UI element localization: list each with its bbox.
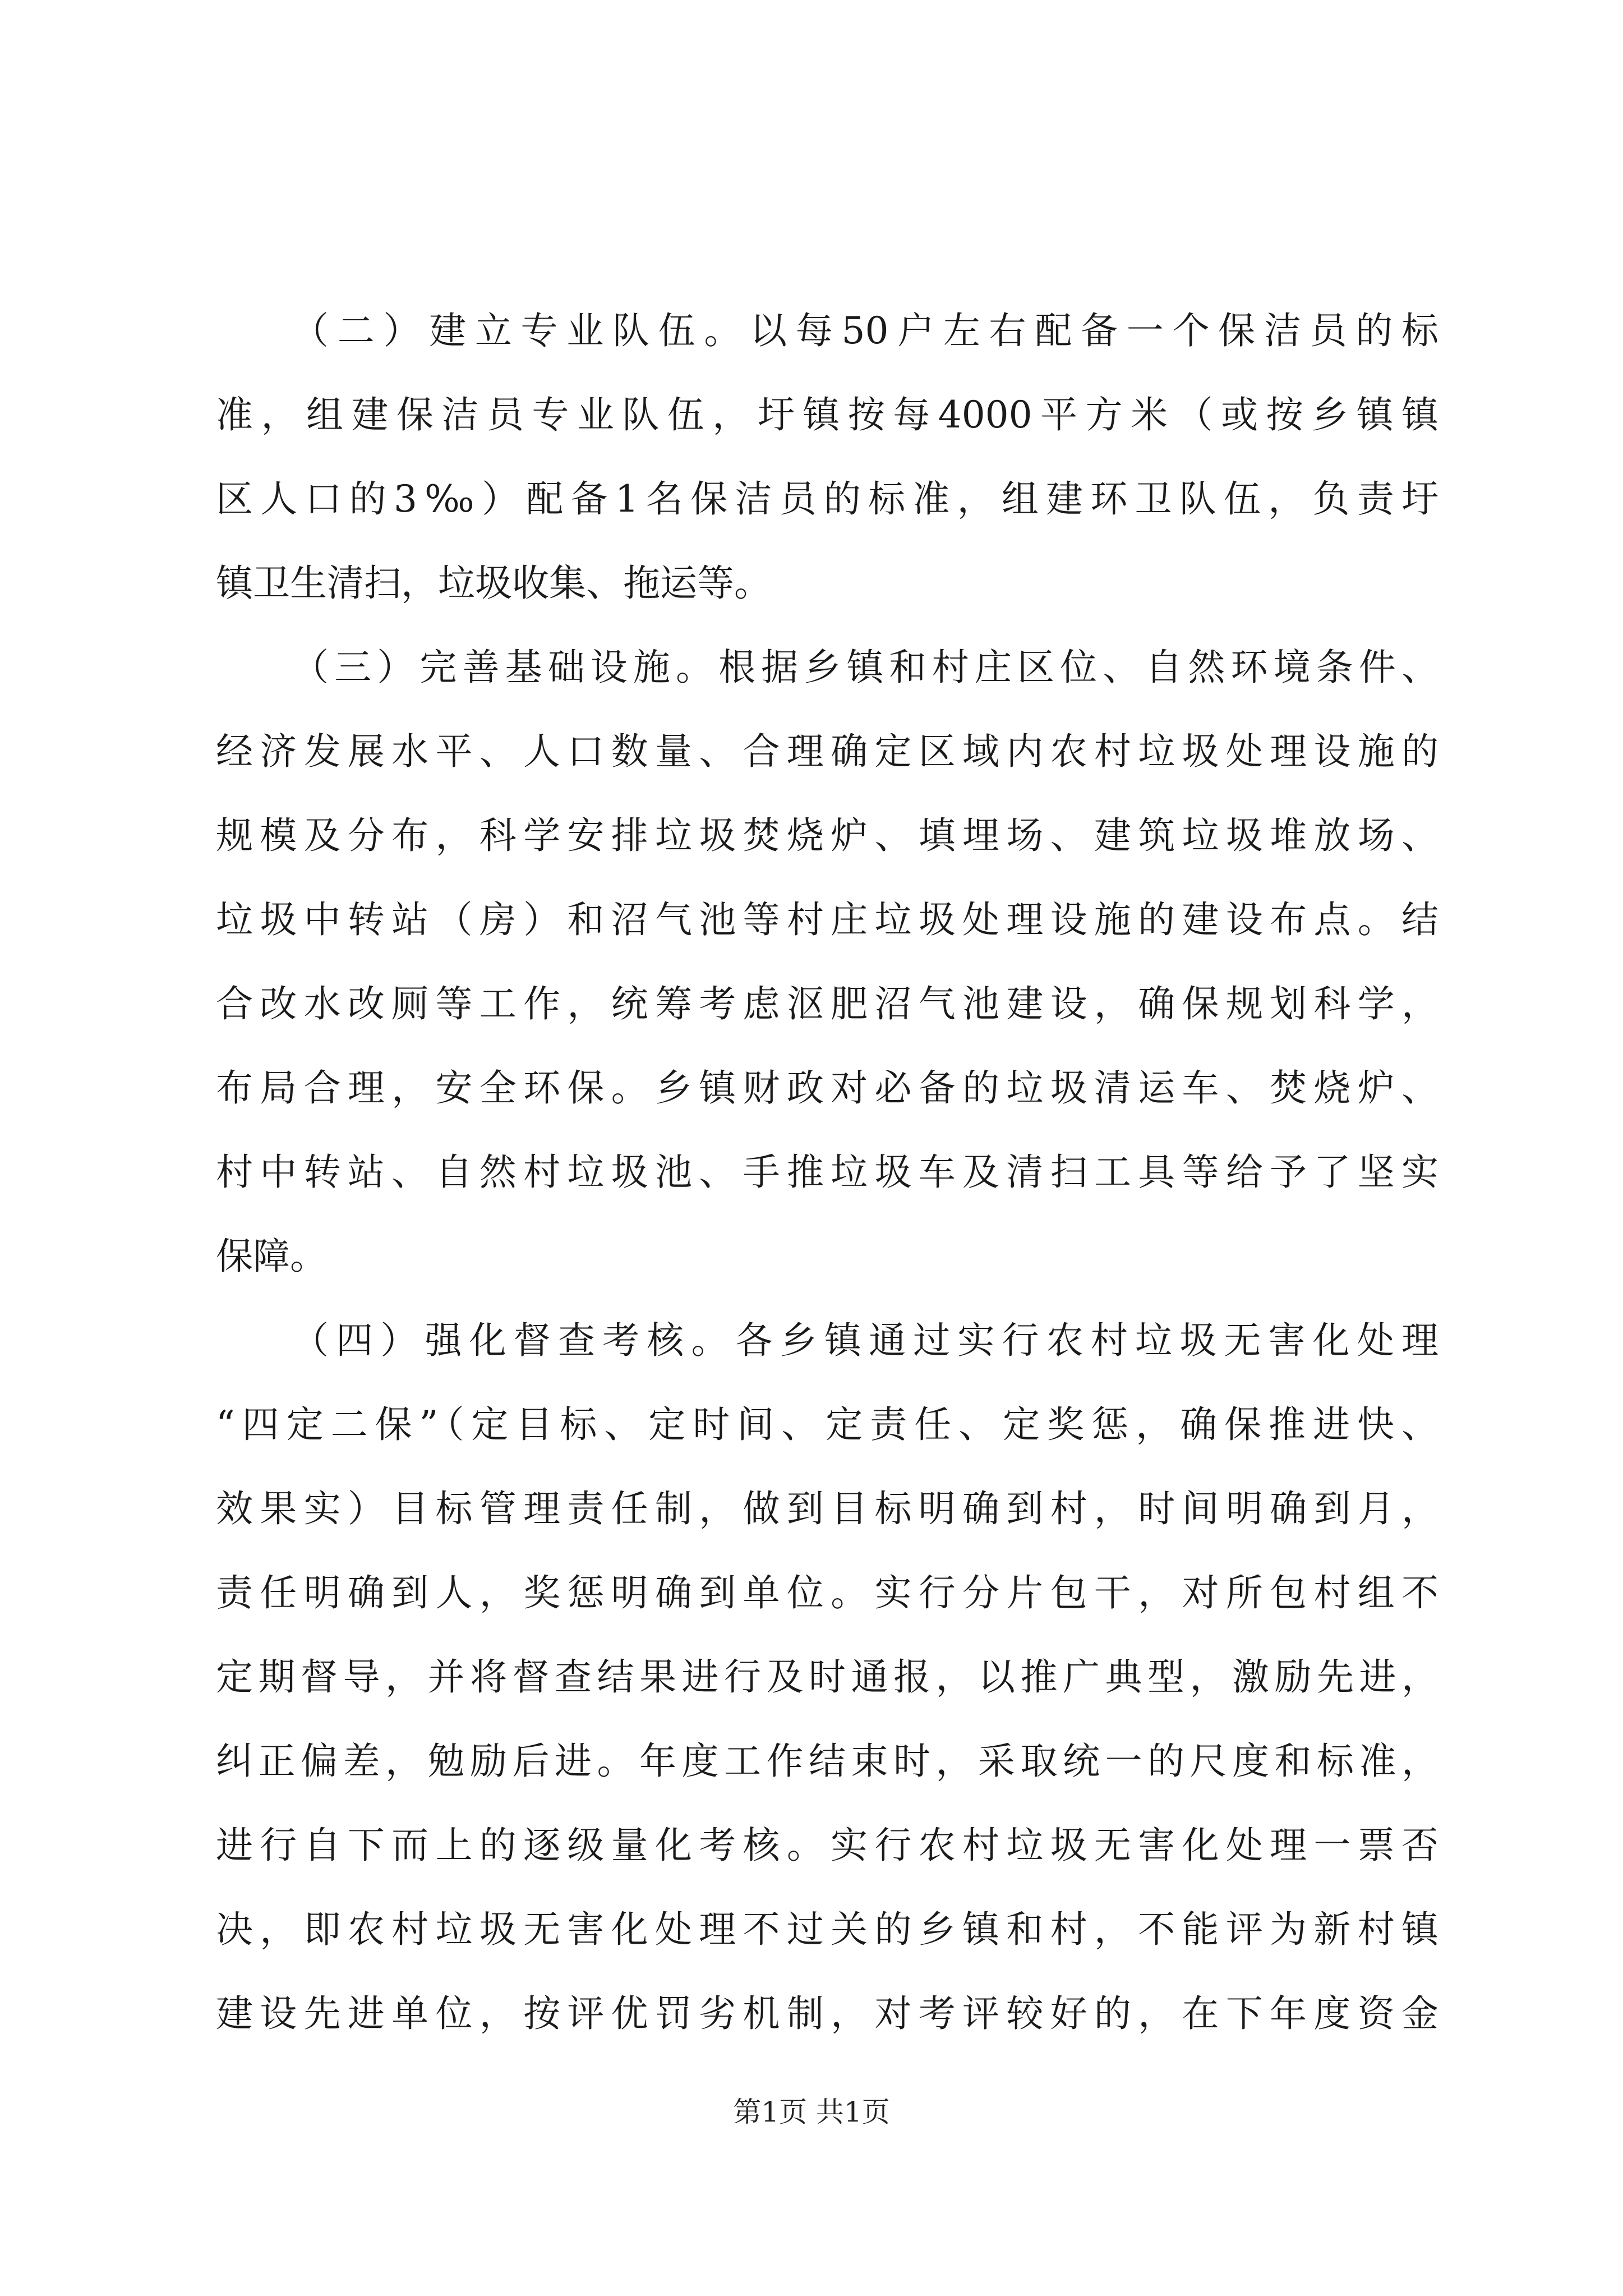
paragraph-line: （三）完善基础设施。根据乡镇和村庄区位、自然环境条件、 — [292, 646, 1438, 689]
paragraph-line: 垃圾中转站（房）和沼气池等村庄垃圾处理设施的建设布点。结 — [216, 898, 1438, 941]
paragraph-line: （二）建立专业队伍。以每50户左右配备一个保洁员的标 — [292, 309, 1438, 352]
paragraph-line: 布局合理，安全环保。乡镇财政对必备的垃圾清运车、焚烧炉、 — [216, 1066, 1438, 1110]
paragraph-line: 建设先进单位，按评优罚劣机制，对考评较好的，在下年度资金 — [216, 1992, 1438, 2035]
paragraph-line: 定期督导，并将督查结果进行及时通报，以推广典型，激励先进， — [216, 1655, 1438, 1699]
paragraph-line: （四）强化督查考核。各乡镇通过实行农村垃圾无害化处理 — [292, 1319, 1438, 1362]
paragraph-line: 效果实）目标管理责任制，做到目标明确到村，时间明确到月， — [216, 1487, 1438, 1530]
paragraph-line: 准，组建保洁员专业队伍，圩镇按每4000平方米（或按乡镇镇 — [216, 393, 1438, 436]
page-number-footer: 第1页 共1页 — [733, 2096, 890, 2128]
paragraph-line: 进行自下而上的逐级量化考核。实行农村垃圾无害化处理一票否 — [216, 1824, 1438, 1867]
paragraph-line: 村中转站、自然村垃圾池、手推垃圾车及清扫工具等给予了坚实 — [216, 1151, 1438, 1194]
paragraph-line: “四定二保”（定目标、定时间、定责任、定奖惩，确保推进快、 — [216, 1403, 1438, 1446]
paragraph-line: 纠正偏差，勉励后进。年度工作结束时，采取统一的尺度和标准， — [216, 1740, 1438, 1783]
paragraph-line: 区人口的3‰）配备1名保洁员的标准，组建环卫队伍，负责圩 — [216, 477, 1438, 521]
paragraph-line: 决，即农村垃圾无害化处理不过关的乡镇和村，不能评为新村镇 — [216, 1908, 1438, 1951]
paragraph-line: 责任明确到人，奖惩明确到单位。实行分片包干，对所包村组不 — [216, 1571, 1438, 1614]
paragraph-line: 经济发展水平、人口数量、合理确定区域内农村垃圾处理设施的 — [216, 730, 1438, 773]
paragraph-line: 规模及分布，科学安排垃圾焚烧炉、填埋场、建筑垃圾堆放场、 — [216, 814, 1438, 857]
paragraph-line: 镇卫生清扫，垃圾收集、拖运等。 — [216, 562, 771, 605]
paragraph-line: 合改水改厕等工作，统筹考虑沤肥沼气池建设，确保规划科学， — [216, 982, 1438, 1025]
paragraph-line: 保障。 — [216, 1235, 327, 1278]
